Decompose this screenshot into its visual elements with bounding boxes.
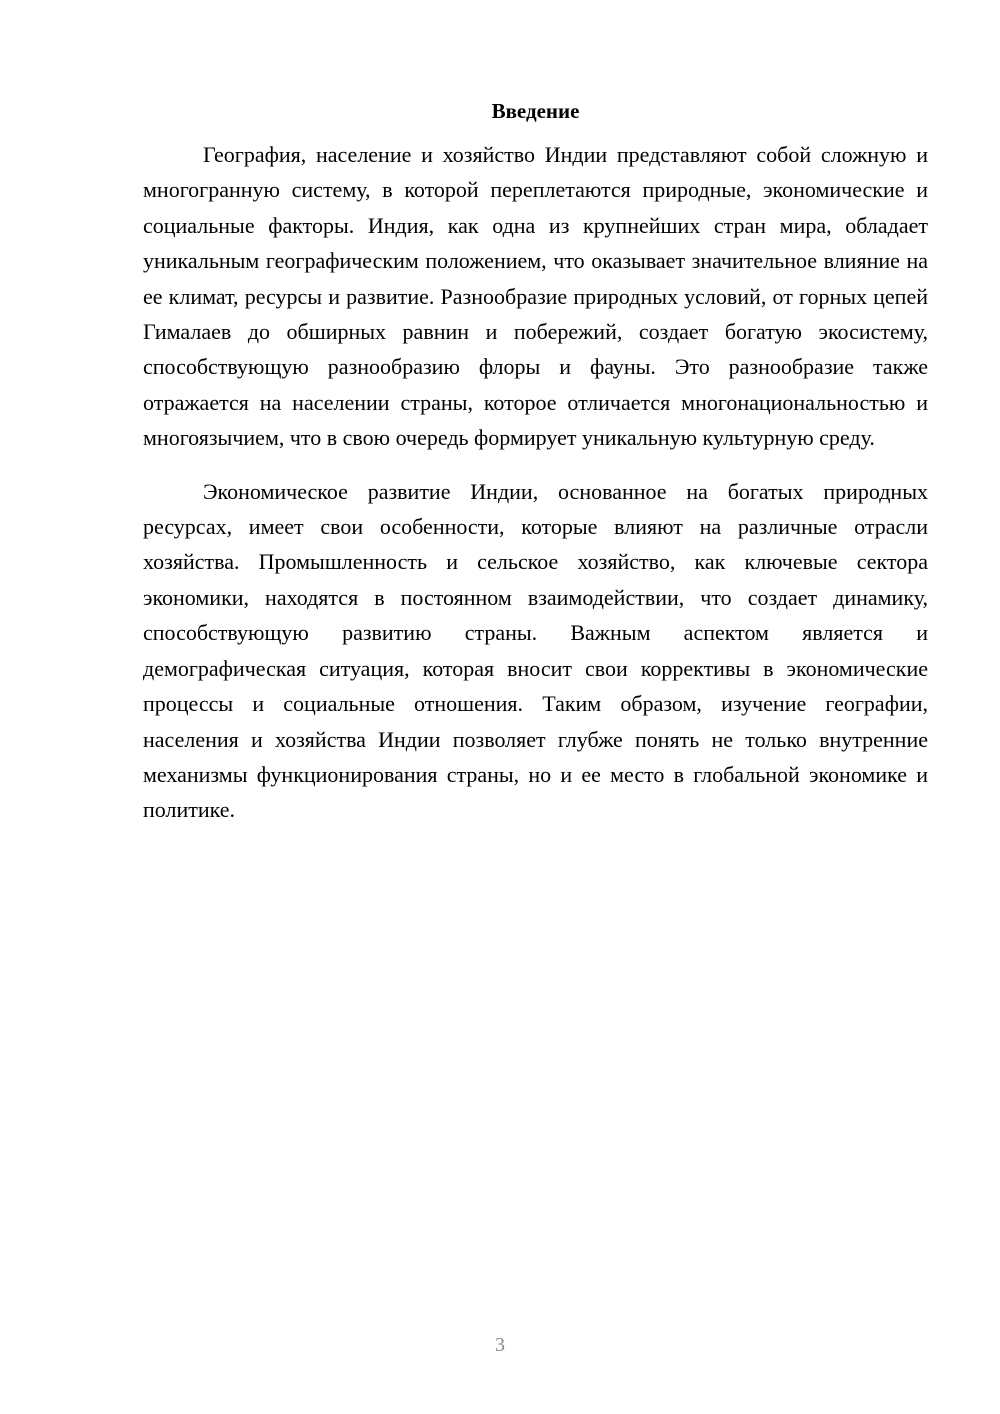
paragraph-1: География, население и хозяйство Индии представляют собой сложную и многогранную систему, в которой переплетаются природные, экономические и социальные факторы. Индия, как одна из крупнейших стран мира, обладает уникальным географическим положением, что оказывает значительное влияние на ее климат, ресурсы и развитие. Разнообразие природных условий, от горных цепей Гималаев до обширных равнин и побережий, создает богатую экосистему, способствующую разнообразию флоры и фауны. Это разнообразие также отражается на населении страны, которое отличается многонациональностью и многоязычием, что в свою очередь формирует уникальную культурную среду. [143,142,928,451]
page-number: 3 [495,1334,505,1356]
section-title: Введение [491,99,580,123]
page-content [143,96,928,828]
paragraph-2: Экономическое развитие Индии, основанное на богатых природных ресурсах, имеет свои особенности, которые влияют на различные отрасли хозяйства. Промышленность и сельское хозяйство, как ключевые сектора экономики, находятся в постоянном взаимодействии, что создает динамику, способствующую развитию страны. Важным аспектом является и демографическая ситуация, которая вносит свои коррективы в экономические процессы и социальные отношения. Таким образом, изучение географии, населения и хозяйства Индии позволяет глубже понять не только внутренние механизмы функционирования страны, но и ее место в глобальной экономике и политике. [143,478,928,823]
